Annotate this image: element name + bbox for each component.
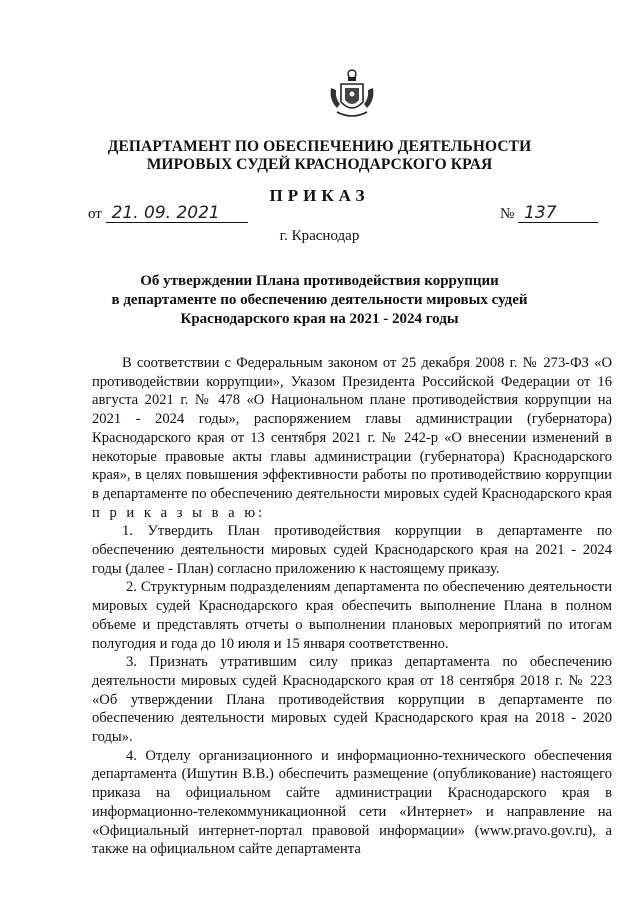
org-line-1: ДЕПАРТАМЕНТ ПО ОБЕСПЕЧЕНИЮ ДЕЯТЕЛЬНОСТИ	[107, 138, 532, 155]
number-value: 137	[518, 204, 598, 223]
coat-of-arms-icon	[327, 68, 377, 120]
prikazyvayu-text: п р и к а з ы в а ю:	[92, 504, 266, 521]
city: г. Краснодар	[279, 228, 360, 244]
document-type: ПРИКАЗ	[269, 186, 370, 205]
preamble-text: В соответствии с Федеральным законом от 25 декабря 2008 г. № 273-ФЗ «О противодействии коррупции», Указом Президента Российской Федерации от 16 августа 2021 г. № 478 «О Национальном плане противодействия коррупции на 2021 - 2024 годы», распоряжением главы администрации (губернатора) Краснодарского края от 13 сентября 2021 г. № 242-р «О внесении изменений в некоторые правовые акты главы администрации (губернатора) Краснодарского края», в целях повышения эффективности работы по противодействию коррупции в департаменте по обеспечению деятельности мировых судей Краснодарского края	[92, 355, 612, 502]
item-2: 2. Структурным подразделениям департамента по обеспечению деятельности мировых судей Краснодарского края обеспечить выполнение Плана в полном объеме и представлять отчеты о выполнении плановых мероприятий по итогам полугодия и года до 10 июля и 15 января соответственно.	[92, 579, 612, 652]
order-date	[88, 204, 248, 223]
org-line-2: МИРОВЫХ СУДЕЙ КРАСНОДАРСКОГО КРАЯ	[146, 156, 493, 173]
preamble-paragraph	[92, 354, 612, 522]
date-prefix: от	[88, 206, 102, 222]
item-3: 3. Признать утратившим силу приказ департамента по обеспечению деятельности мировых судей Краснодарского края от 18 сентября 2018 г. № 223 «Об утверждении Плана противодействия коррупции в департаменте по обеспечению деятельности мировых судей Краснодарского края на 2018 - 2020 годы».	[92, 654, 612, 746]
order-subject	[0, 272, 639, 329]
item-4: 4. Отделу организационного и информационно-технического обеспечения департамента (Ишутин В.В.) обеспечить размещение (опубликование) настоящего приказа на официальном сайте администрации Краснодарского края в информационно-телекоммуникационной сети «Интернет» и направление на «Официальный интернет-портал правовой информации» (www.pravo.gov.ru), а также на официальном сайте департамента	[92, 747, 612, 858]
document-body	[92, 354, 612, 859]
subject-line-3: Краснодарского края на 2021 - 2024 годы	[180, 311, 459, 327]
subject-line-2: в департаменте по обеспечению деятельности мировых судей	[111, 292, 528, 308]
organization-name	[0, 138, 639, 174]
subject-line-1: Об утверждении Плана противодействия коррупции	[140, 273, 499, 289]
item-1: 1. Утвердить План противодействия коррупции в департаменте по обеспечению деятельности мировых судей Краснодарского края на 2021 - 2024 годы (далее - План) согласно приложению к настоящему приказу.	[92, 523, 612, 577]
number-prefix: №	[500, 206, 515, 222]
order-number	[500, 204, 598, 223]
date-value: 21. 09. 2021	[106, 204, 248, 223]
